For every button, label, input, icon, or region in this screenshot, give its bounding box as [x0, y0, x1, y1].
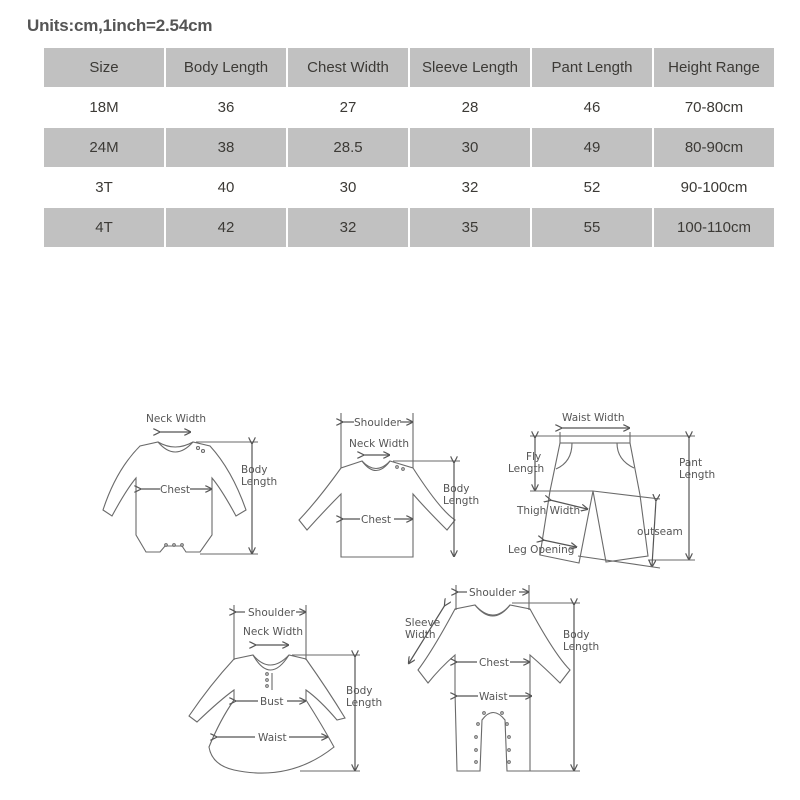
- label-body: Body: [563, 629, 590, 641]
- label-chest: Chest: [160, 484, 191, 496]
- label-length: Length: [346, 697, 383, 709]
- label-chest: Chest: [361, 514, 392, 526]
- label-thigh-width: Thigh Width: [517, 505, 581, 517]
- label-shoulder: Shoulder: [354, 417, 401, 429]
- header-body-length: Body Length: [166, 48, 288, 88]
- cell-height-range: 70-80cm: [654, 88, 774, 128]
- cell-body-length: 42: [166, 208, 288, 248]
- cell-pant-length: 52: [532, 168, 654, 208]
- cell-chest-width: 28.5: [288, 128, 410, 168]
- label-fly-length: Length: [508, 463, 545, 475]
- romper-diagram: [405, 585, 599, 771]
- label-shoulder: Shoulder: [248, 607, 295, 619]
- cell-sleeve-length: 30: [410, 128, 532, 168]
- cell-body-length: 38: [166, 128, 288, 168]
- label-waist: Waist: [479, 691, 508, 703]
- label-waist: Waist: [258, 732, 287, 744]
- label-neck-width: Neck Width: [146, 413, 207, 425]
- header-pant-length: Pant Length: [532, 48, 654, 88]
- label-body: Body: [346, 685, 373, 697]
- header-height-range: Height Range: [654, 48, 774, 88]
- cell-sleeve-length: 28: [410, 88, 532, 128]
- cell-height-range: 90-100cm: [654, 168, 774, 208]
- cell-chest-width: 27: [288, 88, 410, 128]
- cell-body-length: 40: [166, 168, 288, 208]
- cell-pant-length: 55: [532, 208, 654, 248]
- label-length: Length: [563, 641, 600, 653]
- label-fly: Fly: [526, 451, 542, 463]
- cell-body-length: 36: [166, 88, 288, 128]
- label-body: Body: [241, 464, 268, 476]
- bodysuit-diagram: [103, 413, 277, 554]
- cell-size: 18M: [44, 88, 166, 128]
- cell-size: 24M: [44, 128, 166, 168]
- cell-chest-width: 32: [288, 208, 410, 248]
- label-leg-opening: Leg Opening: [508, 544, 575, 556]
- header-sleeve-length: Sleeve Length: [410, 48, 532, 88]
- label-neck-width: Neck Width: [243, 626, 304, 638]
- label-pant-length: Length: [679, 469, 716, 481]
- cell-sleeve-length: 35: [410, 208, 532, 248]
- cell-pant-length: 46: [532, 88, 654, 128]
- label-length: Length: [241, 476, 278, 488]
- cell-chest-width: 30: [288, 168, 410, 208]
- dress-diagram: [189, 605, 382, 773]
- label-length: Length: [443, 495, 480, 507]
- label-body: Body: [443, 483, 470, 495]
- label-sleeve: Sleeve: [405, 617, 441, 629]
- header-chest-width: Chest Width: [288, 48, 410, 88]
- pants-diagram: [508, 412, 715, 568]
- cell-sleeve-length: 32: [410, 168, 532, 208]
- label-bust: Bust: [260, 696, 284, 708]
- cell-size: 4T: [44, 208, 166, 248]
- units-note: Units:cm,1inch=2.54cm: [27, 16, 213, 35]
- label-sleeve-width: Width: [405, 629, 436, 641]
- top-diagram: [299, 413, 479, 557]
- cell-height-range: 80-90cm: [654, 128, 774, 168]
- cell-size: 3T: [44, 168, 166, 208]
- label-neck-width: Neck Width: [349, 438, 410, 450]
- header-size: Size: [44, 48, 166, 88]
- label-shoulder: Shoulder: [469, 587, 516, 599]
- cell-pant-length: 49: [532, 128, 654, 168]
- cell-height-range: 100-110cm: [654, 208, 774, 248]
- label-waist-width: Waist Width: [562, 412, 625, 424]
- label-chest: Chest: [479, 657, 510, 669]
- label-pant: Pant: [679, 457, 703, 469]
- label-outseam: outseam: [637, 526, 683, 538]
